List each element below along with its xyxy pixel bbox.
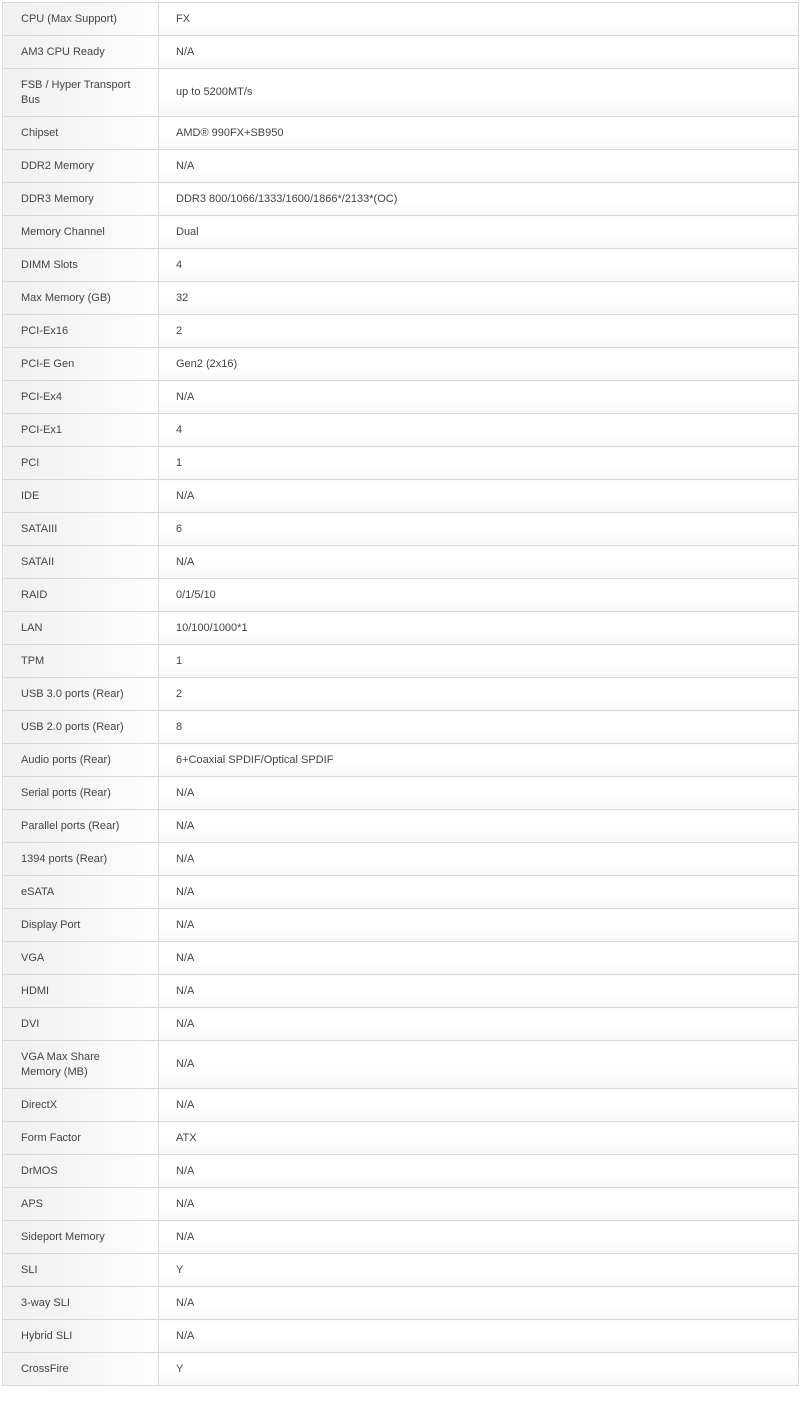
spec-value: FX bbox=[159, 3, 799, 36]
spec-value: N/A bbox=[159, 810, 799, 843]
spec-row bbox=[3, 579, 799, 612]
spec-label: Sideport Memory bbox=[3, 1221, 159, 1254]
spec-row bbox=[3, 480, 799, 513]
spec-label: eSATA bbox=[3, 876, 159, 909]
spec-label: 1394 ports (Rear) bbox=[3, 843, 159, 876]
spec-label: FSB / Hyper Transport Bus bbox=[3, 69, 159, 117]
spec-row bbox=[3, 777, 799, 810]
spec-table-body bbox=[3, 3, 799, 1386]
spec-value: N/A bbox=[159, 1287, 799, 1320]
spec-value: 4 bbox=[159, 414, 799, 447]
spec-row bbox=[3, 876, 799, 909]
spec-label: Memory Channel bbox=[3, 216, 159, 249]
spec-label: PCI-Ex4 bbox=[3, 381, 159, 414]
spec-label: Parallel ports (Rear) bbox=[3, 810, 159, 843]
spec-label: PCI-Ex16 bbox=[3, 315, 159, 348]
spec-label: PCI-Ex1 bbox=[3, 414, 159, 447]
spec-value: DDR3 800/1066/1333/1600/1866*/2133*(OC) bbox=[159, 183, 799, 216]
spec-label: 3-way SLI bbox=[3, 1287, 159, 1320]
spec-row bbox=[3, 1221, 799, 1254]
spec-row bbox=[3, 810, 799, 843]
spec-row bbox=[3, 1320, 799, 1353]
spec-row bbox=[3, 942, 799, 975]
spec-row bbox=[3, 150, 799, 183]
spec-value: N/A bbox=[159, 1221, 799, 1254]
spec-value: 6+Coaxial SPDIF/Optical SPDIF bbox=[159, 744, 799, 777]
spec-value: N/A bbox=[159, 381, 799, 414]
spec-row bbox=[3, 447, 799, 480]
spec-row bbox=[3, 381, 799, 414]
spec-row bbox=[3, 909, 799, 942]
spec-label: Form Factor bbox=[3, 1122, 159, 1155]
spec-label: APS bbox=[3, 1188, 159, 1221]
spec-value: 2 bbox=[159, 678, 799, 711]
spec-row bbox=[3, 36, 799, 69]
spec-label: Max Memory (GB) bbox=[3, 282, 159, 315]
spec-value: N/A bbox=[159, 909, 799, 942]
spec-value: N/A bbox=[159, 1155, 799, 1188]
spec-row bbox=[3, 513, 799, 546]
spec-row bbox=[3, 1287, 799, 1320]
spec-value: 4 bbox=[159, 249, 799, 282]
spec-label: RAID bbox=[3, 579, 159, 612]
spec-value: N/A bbox=[159, 150, 799, 183]
spec-value: N/A bbox=[159, 777, 799, 810]
spec-row bbox=[3, 975, 799, 1008]
spec-label: VGA bbox=[3, 942, 159, 975]
spec-row bbox=[3, 1254, 799, 1287]
spec-row bbox=[3, 117, 799, 150]
spec-label: DIMM Slots bbox=[3, 249, 159, 282]
spec-row bbox=[3, 1122, 799, 1155]
spec-value: N/A bbox=[159, 546, 799, 579]
spec-row bbox=[3, 183, 799, 216]
spec-row bbox=[3, 843, 799, 876]
spec-row bbox=[3, 546, 799, 579]
spec-label: DrMOS bbox=[3, 1155, 159, 1188]
spec-value: 1 bbox=[159, 645, 799, 678]
spec-value: 10/100/1000*1 bbox=[159, 612, 799, 645]
spec-value: Dual bbox=[159, 216, 799, 249]
spec-value: ATX bbox=[159, 1122, 799, 1155]
spec-row bbox=[3, 1041, 799, 1089]
spec-value: N/A bbox=[159, 843, 799, 876]
spec-row bbox=[3, 249, 799, 282]
spec-row bbox=[3, 1008, 799, 1041]
spec-value: N/A bbox=[159, 1041, 799, 1089]
spec-label: USB 2.0 ports (Rear) bbox=[3, 711, 159, 744]
spec-label: DDR3 Memory bbox=[3, 183, 159, 216]
spec-label: IDE bbox=[3, 480, 159, 513]
spec-value: Gen2 (2x16) bbox=[159, 348, 799, 381]
spec-label: DDR2 Memory bbox=[3, 150, 159, 183]
spec-value: up to 5200MT/s bbox=[159, 69, 799, 117]
spec-row bbox=[3, 678, 799, 711]
spec-value: 0/1/5/10 bbox=[159, 579, 799, 612]
spec-row bbox=[3, 348, 799, 381]
spec-label: AM3 CPU Ready bbox=[3, 36, 159, 69]
spec-row bbox=[3, 1188, 799, 1221]
spec-value: N/A bbox=[159, 1089, 799, 1122]
spec-label: Display Port bbox=[3, 909, 159, 942]
spec-label: Chipset bbox=[3, 117, 159, 150]
spec-value: N/A bbox=[159, 975, 799, 1008]
spec-row bbox=[3, 414, 799, 447]
spec-table bbox=[2, 2, 799, 1386]
spec-label: LAN bbox=[3, 612, 159, 645]
spec-value: 32 bbox=[159, 282, 799, 315]
spec-value: N/A bbox=[159, 876, 799, 909]
spec-label: USB 3.0 ports (Rear) bbox=[3, 678, 159, 711]
spec-label: Serial ports (Rear) bbox=[3, 777, 159, 810]
spec-label: SATAII bbox=[3, 546, 159, 579]
spec-label: CPU (Max Support) bbox=[3, 3, 159, 36]
spec-row bbox=[3, 711, 799, 744]
spec-label: PCI bbox=[3, 447, 159, 480]
spec-row bbox=[3, 645, 799, 678]
spec-row bbox=[3, 3, 799, 36]
spec-label: TPM bbox=[3, 645, 159, 678]
spec-value: 2 bbox=[159, 315, 799, 348]
spec-label: CrossFire bbox=[3, 1353, 159, 1386]
spec-value: Y bbox=[159, 1254, 799, 1287]
spec-row bbox=[3, 69, 799, 117]
spec-label: VGA Max Share Memory (MB) bbox=[3, 1041, 159, 1089]
spec-label: DirectX bbox=[3, 1089, 159, 1122]
spec-label: SLI bbox=[3, 1254, 159, 1287]
spec-row bbox=[3, 282, 799, 315]
spec-row bbox=[3, 612, 799, 645]
spec-value: 1 bbox=[159, 447, 799, 480]
spec-label: HDMI bbox=[3, 975, 159, 1008]
spec-row bbox=[3, 1155, 799, 1188]
spec-value: AMD® 990FX+SB950 bbox=[159, 117, 799, 150]
spec-value: N/A bbox=[159, 480, 799, 513]
spec-value: N/A bbox=[159, 1188, 799, 1221]
spec-label: SATAIII bbox=[3, 513, 159, 546]
spec-label: PCI-E Gen bbox=[3, 348, 159, 381]
spec-row bbox=[3, 1089, 799, 1122]
spec-row bbox=[3, 1353, 799, 1386]
spec-row bbox=[3, 744, 799, 777]
spec-label: DVI bbox=[3, 1008, 159, 1041]
spec-label: Audio ports (Rear) bbox=[3, 744, 159, 777]
spec-value: N/A bbox=[159, 36, 799, 69]
spec-value: Y bbox=[159, 1353, 799, 1386]
spec-row bbox=[3, 315, 799, 348]
spec-value: 8 bbox=[159, 711, 799, 744]
spec-label: Hybrid SLI bbox=[3, 1320, 159, 1353]
spec-value: N/A bbox=[159, 1008, 799, 1041]
spec-value: N/A bbox=[159, 942, 799, 975]
spec-row bbox=[3, 216, 799, 249]
spec-value: 6 bbox=[159, 513, 799, 546]
spec-value: N/A bbox=[159, 1320, 799, 1353]
